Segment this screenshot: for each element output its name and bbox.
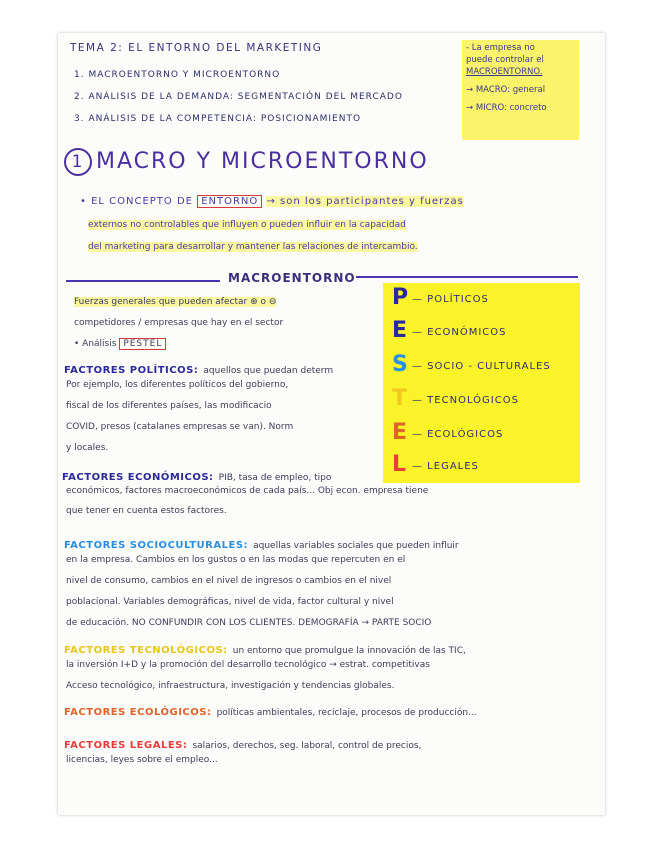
pestel-word-t: — TECNOLÓGICOS — [412, 395, 519, 406]
economicos-line-0: PIB, tasa de empleo, tipo — [218, 473, 332, 483]
note-line-3: MACROENTORNO. — [466, 67, 543, 77]
economicos-line-2: que tener en cuenta estos factores. — [66, 506, 227, 516]
politicos-line-0: aquellos que puedan determ — [203, 366, 334, 376]
socioculturales-line-1: en la empresa. Cambios en los gustos o en las modas que repercuten en el — [66, 555, 406, 565]
macroentorno-heading: MACROENTORNO — [228, 271, 356, 285]
macro-intro-1-text: Fuerzas generales que pueden afectar ⊕ o ⊖ — [74, 297, 277, 307]
legales-heading: FACTORES LEGALES: — [64, 740, 188, 751]
analisis-label: • Análisis — [74, 339, 117, 349]
note-line-2: puede controlar el — [466, 55, 544, 65]
section-title-text: MACRO Y MICROENTORNO — [96, 149, 429, 174]
analisis-line — [74, 339, 166, 349]
pestel-word-l: — LEGALES — [412, 461, 479, 472]
concept-line-3: del marketing para desarrollar y mantener las relaciones de intercambio. — [88, 242, 418, 252]
topic-title: TEMA 2: EL ENTORNO DEL MARKETING — [70, 42, 323, 54]
topic-item-2: 2. ANÁLISIS DE LA DEMANDA: SEGMENTACIÓN DEL MERCADO — [74, 92, 403, 102]
legales-line-1: licencias, leyes sobre el empleo... — [66, 755, 218, 765]
politicos-line-2: fiscal de los diferentes países, las modificacio — [66, 401, 272, 411]
pestel-word-e2: — ECOLÓGICOS — [412, 429, 504, 440]
section-number: 1 — [64, 148, 92, 176]
ecologicos-block — [64, 700, 477, 719]
socioculturales-line-0: aquellas variables sociales que pueden influir — [253, 541, 459, 551]
macro-intro-1 — [74, 297, 276, 307]
legales-line-0: salarios, derechos, seg. laboral, control de precios, — [192, 741, 422, 751]
pestel-word-e1: — ECONÓMICOS — [412, 327, 507, 338]
divider-left — [66, 280, 220, 282]
socioculturales-block — [64, 533, 459, 552]
pestel-letter-s: S — [392, 352, 408, 377]
pestel-letter-e2: E — [392, 420, 408, 445]
concept-prefix: • EL CONCEPTO DE — [80, 196, 193, 207]
topic-item-3: 3. ANÁLISIS DE LA COMPETENCIA: POSICIONAMIENTO — [74, 114, 362, 124]
tecnologicos-block — [64, 638, 466, 657]
politicos-line-3: COVID, presos (catalanes empresas se van). Norm — [66, 422, 294, 432]
politicos-block — [64, 358, 333, 377]
divider-right — [356, 276, 578, 278]
note-line-1: - La empresa no — [466, 43, 535, 53]
legales-block — [64, 733, 421, 752]
ecologicos-heading: FACTORES ECOLÓGICOS: — [64, 707, 212, 718]
note-line-5: → MICRO: concreto — [466, 103, 547, 113]
macro-intro-2: competidores / empresas que hay en el sector — [74, 318, 284, 328]
concept-line-1 — [80, 196, 464, 207]
socioculturales-line-2: nivel de consumo, cambios en el nivel de ingresos o cambios en el nivel — [66, 576, 392, 586]
tecnologicos-line-2: Acceso tecnológico, infraestructura, investigación y tendencias globales. — [66, 681, 395, 691]
socioculturales-line-3: poblacional. Variables demográficas, nivel de vida, factor cultural y nivel — [66, 597, 394, 607]
concept-line1-rest: → son los participantes y fuerzas — [266, 196, 464, 207]
pestel-letter-t: T — [392, 386, 408, 411]
tecnologicos-heading: FACTORES TECNOLÓGICOS: — [64, 645, 228, 656]
economicos-heading: FACTORES ECONÓMICOS: — [62, 472, 214, 483]
concept-line-2: externos no controlables que influyen o pueden influir en la capacidad — [88, 220, 406, 230]
politicos-line-4: y locales. — [66, 443, 109, 453]
socioculturales-heading: FACTORES SOCIOCULTURALES: — [64, 540, 249, 551]
pestel-letter-e1: E — [392, 318, 408, 343]
pestel-box — [383, 283, 580, 483]
sticky-note — [462, 40, 579, 140]
pestel-letter-p: P — [392, 285, 409, 310]
pestel-word-s: — SOCIO - CULTURALES — [412, 361, 551, 372]
section-title — [64, 148, 429, 176]
economicos-line-1: económicos, factores macroeconómicos de cada país... Obj econ. empresa tiene — [66, 486, 429, 496]
socioculturales-line-4: de educación. NO CONFUNDIR CON LOS CLIENTES. DEMOGRAFÍA → PARTE SOCIO — [66, 618, 432, 628]
topic-item-1: 1. MACROENTORNO Y MICROENTORNO — [74, 70, 281, 80]
ecologicos-line-0: políticas ambientales, reciclaje, procesos de producción... — [216, 708, 477, 718]
politicos-line-1: Por ejemplo, los diferentes políticos del gobierno, — [66, 380, 289, 390]
concept-keyword: ENTORNO — [197, 195, 262, 208]
economicos-block — [62, 465, 331, 484]
pestel-word-p: — POLÍTICOS — [412, 294, 489, 305]
note-line-4: → MACRO: general — [466, 85, 546, 95]
pestel-letter-l: L — [392, 452, 407, 477]
pestel-label: PESTEL — [119, 338, 166, 350]
politicos-heading: FACTORES POLÍTICOS: — [64, 365, 199, 376]
tecnologicos-line-1: la inversión I+D y la promoción del desarrollo tecnológico → estrat. competitivas — [66, 660, 430, 670]
tecnologicos-line-0: un entorno que promulgue la innovación de las TIC, — [232, 646, 466, 656]
